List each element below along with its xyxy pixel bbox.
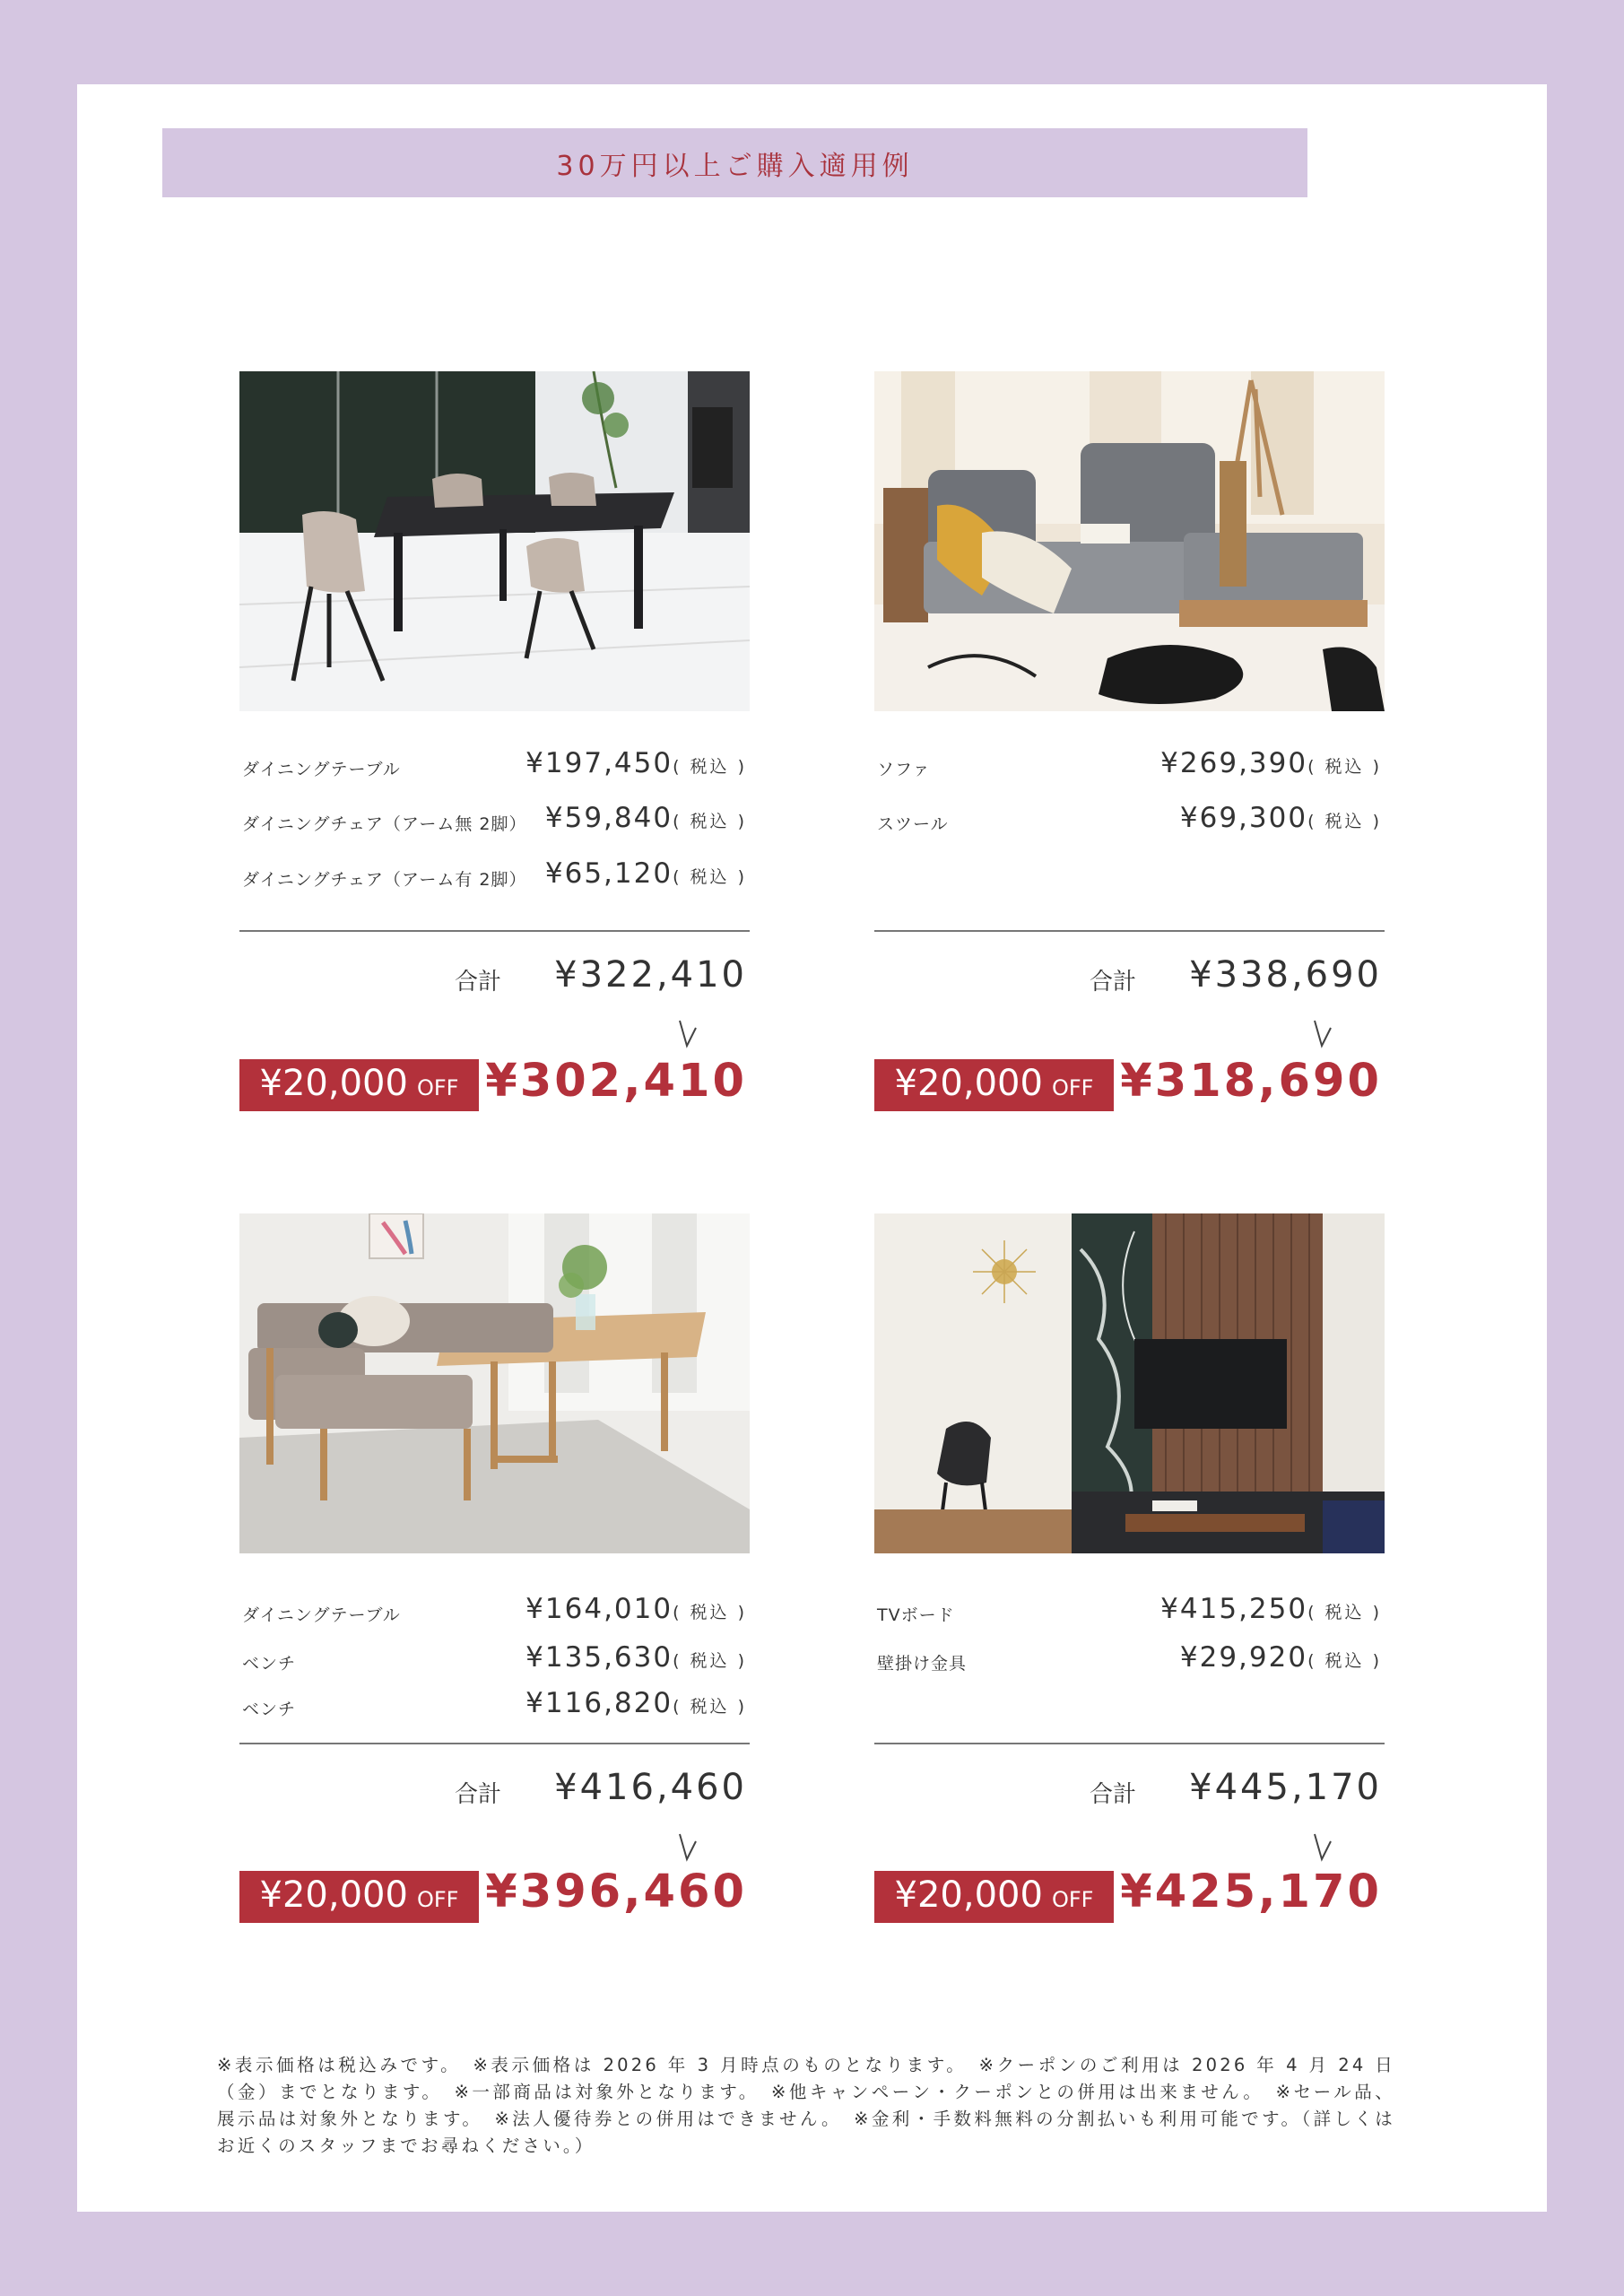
tax-included-label: ( 税込 ) [1307, 812, 1382, 831]
item-price-amount: ¥197,450 [525, 747, 673, 779]
down-arrow-icon [1309, 1015, 1333, 1051]
item-name: ダイニングチェア（アーム有 2脚） [242, 870, 527, 890]
total-label: 合計 [1089, 969, 1136, 996]
line-item [874, 747, 1385, 783]
bench-dining-photo [239, 1213, 750, 1553]
line-item [239, 747, 750, 783]
line-item [874, 1593, 1385, 1629]
line-item [239, 802, 750, 838]
section-banner [162, 128, 1307, 197]
item-price [1180, 802, 1382, 834]
tax-included-label: ( 税込 ) [673, 1697, 747, 1717]
total-price: ¥338,690 [1189, 954, 1382, 996]
item-price [525, 747, 747, 779]
product-card-bench-dining [239, 1213, 750, 1958]
item-price [1160, 1593, 1382, 1625]
item-price [545, 802, 747, 834]
tax-included-label: ( 税込 ) [673, 812, 747, 831]
discount-badge [874, 1059, 1114, 1111]
tax-included-label: ( 税込 ) [673, 757, 747, 777]
product-card-tv-board [874, 1213, 1385, 1958]
line-item [239, 857, 750, 893]
line-item [239, 1687, 750, 1723]
divider [239, 1743, 750, 1744]
item-price [525, 1641, 747, 1674]
total-label: 合計 [454, 969, 501, 996]
down-arrow-icon [1309, 1829, 1333, 1865]
item-price [525, 1593, 747, 1625]
discount-badge [874, 1871, 1114, 1923]
total-price: ¥445,170 [1189, 1767, 1382, 1808]
item-name: ベンチ [242, 1654, 297, 1674]
discounted-price: ¥318,690 [1120, 1055, 1382, 1108]
line-item [239, 1641, 750, 1677]
discounted-price: ¥302,410 [485, 1055, 747, 1108]
divider [874, 930, 1385, 932]
item-price-amount: ¥269,390 [1160, 747, 1308, 779]
tax-included-label: ( 税込 ) [673, 1651, 747, 1671]
item-price-amount: ¥69,300 [1179, 802, 1308, 834]
product-card-sofa [874, 371, 1385, 1116]
item-price-amount: ¥29,920 [1179, 1641, 1308, 1674]
item-price [545, 857, 747, 890]
item-name: スツール [877, 814, 949, 834]
item-name: ダイニングチェア（アーム無 2脚） [242, 814, 527, 834]
tax-included-label: ( 税込 ) [1307, 1603, 1382, 1622]
discount-off-label: OFF [1051, 1887, 1094, 1912]
item-price-amount: ¥164,010 [525, 1593, 673, 1625]
discount-amount: ¥20,000 [259, 1063, 408, 1104]
item-price-amount: ¥59,840 [544, 802, 673, 834]
divider [874, 1743, 1385, 1744]
line-item [239, 1593, 750, 1629]
discount-amount: ¥20,000 [894, 1874, 1043, 1916]
item-price-amount: ¥415,250 [1160, 1593, 1308, 1625]
tv-board-photo [874, 1213, 1385, 1553]
line-item [874, 1641, 1385, 1677]
down-arrow-icon [674, 1829, 698, 1865]
discounted-price: ¥425,170 [1120, 1866, 1382, 1918]
total-label: 合計 [1089, 1781, 1136, 1808]
discount-badge [239, 1059, 479, 1111]
tax-included-label: ( 税込 ) [673, 1603, 747, 1622]
item-name: 壁掛け金具 [877, 1654, 968, 1674]
item-name: ベンチ [242, 1700, 297, 1719]
item-price-amount: ¥116,820 [525, 1687, 673, 1719]
item-price [1160, 747, 1382, 779]
tax-included-label: ( 税込 ) [1307, 757, 1382, 777]
item-name: ダイニングテーブル [242, 1605, 401, 1625]
item-price-amount: ¥65,120 [544, 857, 673, 890]
down-arrow-icon [674, 1015, 698, 1051]
item-name: ソファ [877, 760, 931, 779]
discount-amount: ¥20,000 [894, 1063, 1043, 1104]
section-title: 30万円以上ご購入適用例 [556, 150, 914, 182]
item-name: TVボード [877, 1605, 955, 1625]
discount-badge [239, 1871, 479, 1923]
discounted-price: ¥396,460 [485, 1866, 747, 1918]
sofa-photo [874, 371, 1385, 711]
total-label: 合計 [454, 1781, 501, 1808]
discount-amount: ¥20,000 [259, 1874, 408, 1916]
total-price: ¥322,410 [554, 954, 747, 996]
discount-off-label: OFF [416, 1075, 459, 1100]
line-item [874, 802, 1385, 838]
product-card-dining [239, 371, 750, 1116]
disclaimer-notes: ※表示価格は税込みです。 ※表示価格は 2026 年 3 月時点のものとなります。 ※クーポンのご利用は 2026 年 4 月 24 日（金）までとなります。 ※一部商品は対象外となります。 ※他キャンペーン・クーポンとの併用は出来ません。 ※セール品、展示品は対象外となります。 ※法人優待券との併用はできません。 ※金利・手数料無料の分割払いも利用可能です。（詳しくはお近くのスタッフまでお尋ねください。） [217, 2055, 1395, 2156]
item-price [525, 1687, 747, 1719]
item-name: ダイニングテーブル [242, 760, 401, 779]
tax-included-label: ( 税込 ) [1307, 1651, 1382, 1671]
discount-off-label: OFF [1051, 1075, 1094, 1100]
divider [239, 930, 750, 932]
tax-included-label: ( 税込 ) [673, 867, 747, 887]
discount-off-label: OFF [416, 1887, 459, 1912]
item-price-amount: ¥135,630 [525, 1641, 673, 1674]
item-price [1180, 1641, 1382, 1674]
dining-set-photo [239, 371, 750, 711]
total-price: ¥416,460 [554, 1767, 747, 1808]
